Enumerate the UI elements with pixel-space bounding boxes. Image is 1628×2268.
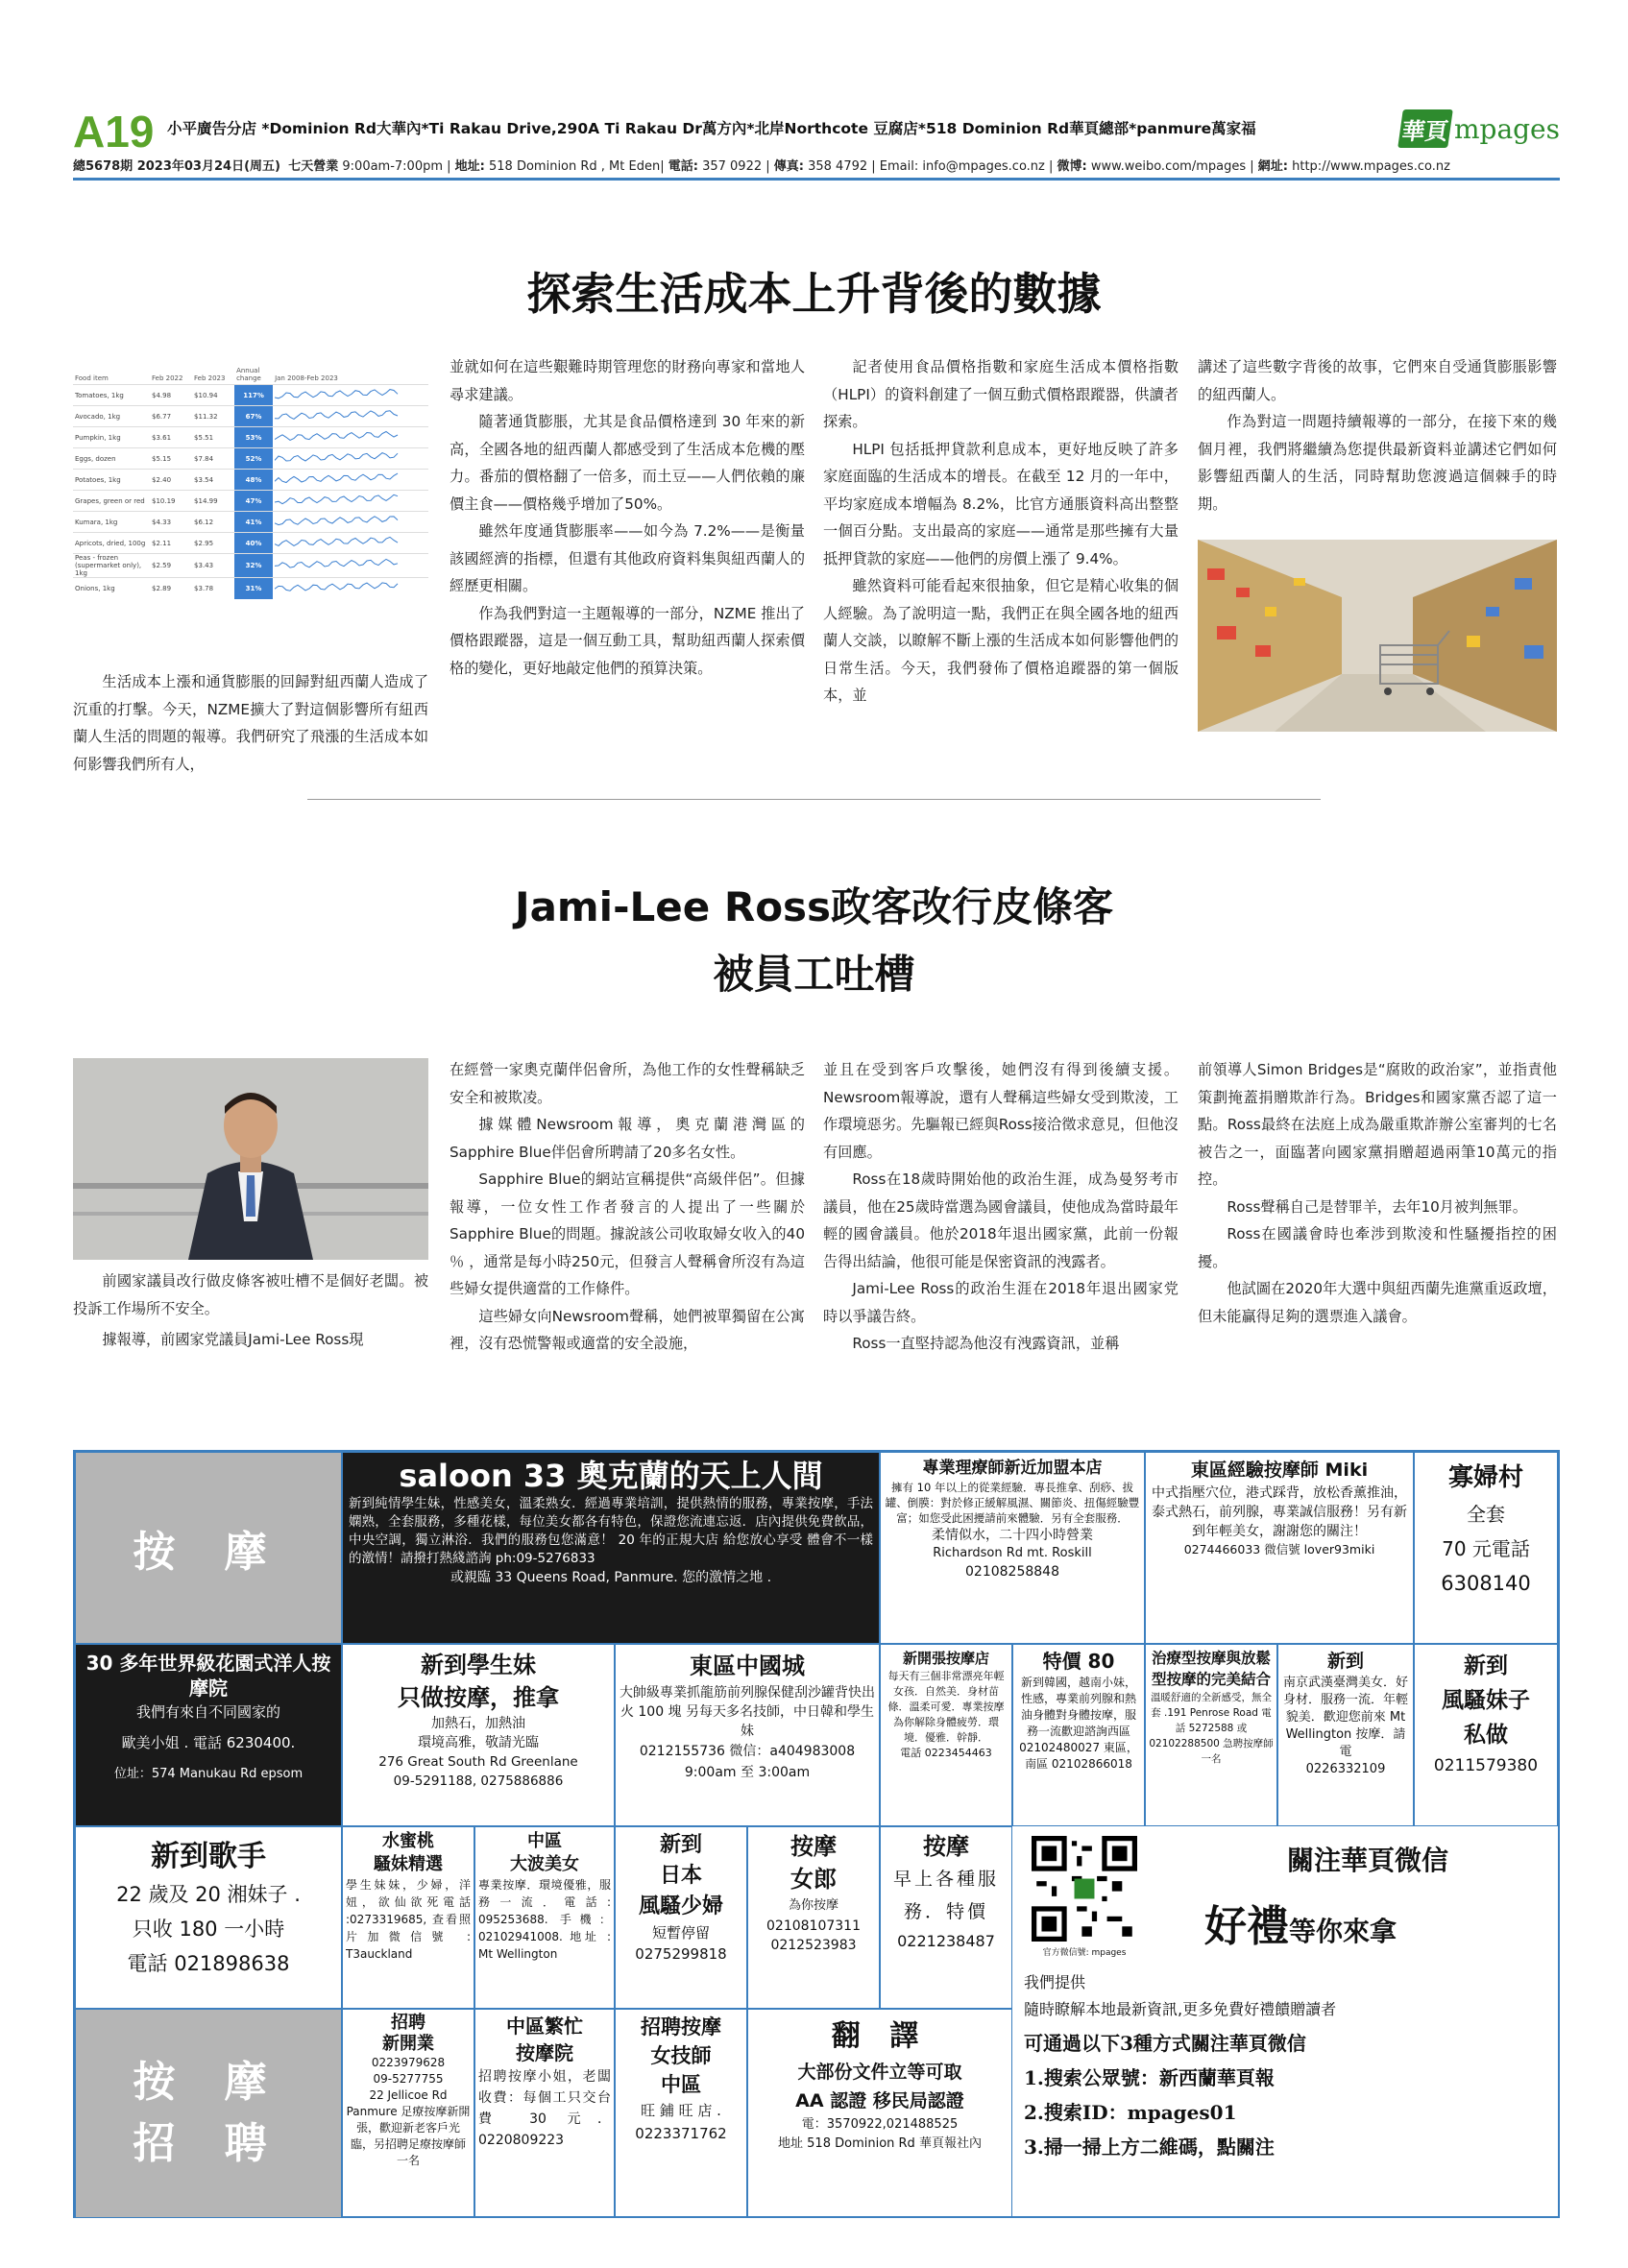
food-item-cell: Peas - frozen (supermarket only), 1kg bbox=[73, 554, 150, 578]
ad-body: 0223979628 09-5277755 22 Jellicoe Rd Panmure 足療按摩新開張，歡迎新老客戶光臨，另招聘足療按摩師一名 bbox=[346, 2056, 471, 2167]
feb2022-cell: $2.89 bbox=[150, 578, 192, 599]
ad-body: 旺 鋪 旺 店 . bbox=[641, 2102, 721, 2119]
ad-miki bbox=[1145, 1452, 1414, 1644]
section-label-text: 按 摩 招 聘 bbox=[133, 2058, 284, 2168]
paragraph: 雖然資料可能看起來很抽象，但它是精心收集的個人經驗。為了說明這一點，我們正在與全國各地的紐西蘭人交談，以瞭解不斷上漲的生活成本如何影響他們的日常生活。今天，我們發佈了價格追蹤器的第一個版本，並 bbox=[823, 577, 1178, 704]
ad-saloon33 bbox=[342, 1452, 880, 1644]
ad-phone: 電話 021898638 bbox=[127, 1952, 290, 1975]
ad-phone: 09-5291188, 0275886886 bbox=[393, 1773, 564, 1789]
ad-special80 bbox=[1012, 1644, 1145, 1826]
ad-address: 位址：574 Manukau Rd epsom bbox=[113, 1767, 304, 1781]
ad-line1: 全套 bbox=[1467, 1503, 1505, 1526]
ad-title: 按摩 bbox=[923, 1833, 969, 1860]
feb2023-cell: $3.78 bbox=[192, 578, 234, 599]
ad-hours: 9:00am 至 3:00am bbox=[684, 1765, 811, 1780]
photo-caption: 前國家議員改行做皮條客被吐槽不是個好老闆。被投訴工作場所不安全。 bbox=[73, 1272, 428, 1317]
article1-col4 bbox=[1198, 353, 1557, 518]
ad-line1: 22 歲及 20 湘妹子 . bbox=[116, 1883, 301, 1906]
paragraph: 講述了這些數字背後的故事，它們來自受通貨膨脹影響的紐西蘭人。 bbox=[1198, 358, 1557, 403]
th-trend: Jan 2008-Feb 2023 bbox=[275, 374, 338, 382]
ad-title: saloon 33 奧克蘭的天上人間 bbox=[399, 1458, 823, 1494]
feb2023-cell: $14.99 bbox=[192, 491, 234, 512]
ad-body: 新到韓國，越南小妹，性感，專業前列腺和熱油身體對身體按摩，服務一流歡迎諮詢西區 02102480027 東區，南區 02102866018 bbox=[1019, 1676, 1138, 1771]
phone-label: 電話: bbox=[668, 159, 698, 174]
ad-title: 新到 風騷妹子 私做 bbox=[1442, 1653, 1530, 1748]
change-cell: 48% bbox=[234, 470, 273, 491]
ad-therapy bbox=[1145, 1644, 1277, 1826]
website-link[interactable]: http://www.mpages.co.nz bbox=[1292, 159, 1450, 174]
trend-sparkline bbox=[273, 385, 428, 406]
paragraph: 據媒體Newsroom報導，奧克蘭港灣區的Sapphire Blue伴侶會所聘請了20多名女性。 bbox=[450, 1116, 805, 1161]
ad-body: 溫暖舒適的全新感受，無全套 .191 Penrose Road 電話 5272588 或 02102288500 急聘按摩師一名 bbox=[1149, 1692, 1274, 1765]
ad-morning bbox=[880, 1826, 1012, 2009]
trend-sparkline bbox=[273, 533, 428, 554]
jami-lee-ross-photo bbox=[73, 1058, 428, 1260]
ad-title: 中區 大波美女 bbox=[510, 1831, 579, 1874]
ad-phone: 0211579380 bbox=[1433, 1756, 1539, 1775]
change-cell: 40% bbox=[234, 533, 273, 554]
ad-new-shop bbox=[880, 1644, 1012, 1826]
paragraph: 據報導，前國家党議員Jami-Lee Ross現 bbox=[102, 1331, 364, 1348]
feb2022-cell: $2.59 bbox=[150, 554, 192, 578]
paragraph: Ross聲稱自己是替罪羊，去年10月被判無罪。 bbox=[1227, 1197, 1527, 1216]
paragraph: 記者使用食品價格指數和家庭生活成本價格指數（HLPI）的資料創建了一個互動式價格跟蹤器，供讀者探索。 bbox=[823, 358, 1178, 430]
paragraph: HLPI 包括抵押貸款利息成本，更好地反映了許多家庭面臨的生活成本的增長。在截至 12 月的一年中，平均家庭成本增幅為 8.2%，比官方通脹資料高出整整一個百分點。支出最高的家庭——通常是那些擁有大量抵押貸款的家庭——他們的房價上漲了 9.4%。 bbox=[823, 440, 1178, 567]
th-food: Food item bbox=[75, 374, 109, 382]
ad-title: 新到歌手 bbox=[151, 1840, 266, 1873]
feb2022-cell: $4.98 bbox=[150, 385, 192, 406]
feb2022-cell: $2.40 bbox=[150, 470, 192, 491]
issue-number: 總5678期 2023年03月24日(周五) bbox=[73, 159, 280, 174]
feb2023-cell: $3.43 bbox=[192, 554, 234, 578]
ad-phone: 6308140 bbox=[1441, 1572, 1531, 1595]
ad-title: 治療型按摩與放鬆型按摩的完美結合 bbox=[1151, 1650, 1271, 1688]
feb2022-cell: $6.77 bbox=[150, 406, 192, 427]
wechat-step1: 1.搜索公眾號：新西蘭華頁報 bbox=[1024, 2066, 1275, 2089]
ad-peach bbox=[342, 1826, 474, 2009]
ad-title: 中區繁忙 按摩院 bbox=[506, 2015, 583, 2064]
ad-physio bbox=[880, 1452, 1145, 1644]
change-cell: 67% bbox=[234, 406, 273, 427]
food-price-table bbox=[73, 365, 428, 653]
ad-phone: 電話 0223454463 bbox=[900, 1747, 992, 1759]
food-item-cell: Apricots, dried, 100g bbox=[73, 533, 150, 554]
change-cell: 117% bbox=[234, 385, 273, 406]
table-row bbox=[73, 512, 428, 533]
trend-sparkline bbox=[273, 448, 428, 470]
th-change: Annual change bbox=[236, 367, 261, 382]
ad-address: 276 Great South Rd Greenlane bbox=[378, 1754, 578, 1770]
ad-body: 南京武漢臺灣美女．好身材．服務一流．年輕貌美．歡迎您前來 Mt Wellington 按摩．請電 bbox=[1282, 1676, 1408, 1759]
classified-ads bbox=[73, 1450, 1560, 2218]
table-row bbox=[73, 385, 428, 406]
paragraph: 雖然年度通貨膨脹率——如今為 7.2%——是衡量該國經濟的指標，但還有其他政府資料集與紐西蘭人的經歷更相關。 bbox=[450, 522, 805, 594]
ad-japanese bbox=[615, 1826, 747, 2009]
ad-title: 招聘 新開業 bbox=[382, 2013, 434, 2054]
article2-title-line2: 被員工吐槽 bbox=[713, 951, 915, 998]
ad-title: 新到學生妹 只做按摩，推拿 bbox=[398, 1652, 559, 1711]
weibo-link[interactable]: www.weibo.com/mpages bbox=[1090, 159, 1247, 174]
table-row bbox=[73, 554, 428, 578]
feb2023-cell: $2.95 bbox=[192, 533, 234, 554]
ad-phone: 02108258848 bbox=[965, 1564, 1059, 1580]
feb2022-cell: $2.11 bbox=[150, 533, 192, 554]
food-item-cell: Kumara, 1kg bbox=[73, 512, 150, 533]
ad-title: 東區經驗按摩師 Miki bbox=[1190, 1460, 1369, 1481]
article2-title-line1: Jami-Lee Ross政客改行皮條客 bbox=[514, 883, 1114, 930]
portrait-image bbox=[73, 1058, 428, 1260]
food-item-cell: Pumpkin, 1kg bbox=[73, 427, 150, 448]
ad-body: 加熱石，加熱油 環境高雅，敬請光臨 bbox=[418, 1716, 539, 1750]
ad-central-beauty bbox=[474, 1826, 615, 2009]
ad-body: 專業按摩．環境優雅，服務一流．電話: 095253688. 手機：02102941008. 地址 : Mt Wellington bbox=[478, 1878, 611, 1961]
feb2023-cell: $10.94 bbox=[192, 385, 234, 406]
ad-phone: 0275299818 bbox=[635, 1945, 727, 1963]
feb2023-cell: $11.32 bbox=[192, 406, 234, 427]
ad-title: 翻 譯 bbox=[831, 2019, 929, 2053]
address: 518 Dominion Rd , Mt Eden| bbox=[489, 159, 665, 174]
feb2022-cell: $5.15 bbox=[150, 448, 192, 470]
ad-line2: 只收 180 一小時 bbox=[132, 1918, 285, 1941]
feb2023-cell: $5.51 bbox=[192, 427, 234, 448]
supermarket-photo bbox=[1198, 540, 1557, 732]
paragraph: 並就如何在這些艱難時期管理您的財務向專家和當地人尋求建議。 bbox=[450, 358, 805, 403]
ad-title: 東區中國城 bbox=[690, 1653, 805, 1679]
article1-title: 探索生活成本上升背後的數據 bbox=[526, 268, 1102, 320]
paragraph: 前領導人Simon Bridges是“腐敗的政治家”，並指責他策劃掩蓋捐贈欺詐行為。Bridges和國家黨否認了這一點。Ross最終在法庭上成為嚴重欺詐辦公室審判的七名被告之一，面臨著向國家黨捐贈超過兩筆10萬元的指控。 bbox=[1198, 1061, 1557, 1188]
article1-col1 bbox=[73, 668, 428, 778]
ad-title: 新開張按摩店 bbox=[902, 1650, 989, 1667]
page-header bbox=[73, 106, 1560, 178]
web-label: 網址: bbox=[1257, 159, 1288, 174]
ad-new-arrival bbox=[1277, 1644, 1414, 1826]
paragraph: Ross在國議會時也牽涉到欺淩和性騷擾指控的困擾。 bbox=[1198, 1225, 1557, 1270]
food-item-cell: Avocado, 1kg bbox=[73, 406, 150, 427]
ad-title: 新到 bbox=[1326, 1651, 1364, 1672]
wechat-provide: 我們提供 bbox=[1024, 1973, 1086, 1991]
food-item-cell: Tomatoes, 1kg bbox=[73, 385, 150, 406]
paragraph: Ross一直堅持認為他沒有洩露資訊，並稱 bbox=[852, 1335, 1120, 1352]
ad-body: 我們有來自不同國家的 bbox=[135, 1703, 280, 1721]
feb2022-cell: $4.33 bbox=[150, 512, 192, 533]
qr-label: 官方微信號: mpages bbox=[1042, 1948, 1127, 1958]
food-item-cell: Potatoes, 1kg bbox=[73, 470, 150, 491]
food-item-cell: Onions, 1kg bbox=[73, 578, 150, 599]
ad-phone: 0226332109 bbox=[1305, 1762, 1386, 1776]
ad-title: 寡婦村 bbox=[1447, 1463, 1523, 1492]
paragraph: 作為對這一問題持續報導的一部分，在接下來的幾個月裡，我們將繼續為您提供最新資料並講述它們如何影響紐西蘭人的生活，同時幫助您渡過這個棘手的時期。 bbox=[1198, 413, 1557, 513]
wechat-desc: 隨時瞭解本地最新資訊,更多免費好禮饋贈讀者 bbox=[1024, 2000, 1337, 2018]
article2-col3 bbox=[823, 1056, 1178, 1358]
supermarket-aisle-image bbox=[1198, 540, 1557, 732]
mpages-logo bbox=[1400, 108, 1560, 150]
paragraph: Jami-Lee Ross的政治生涯在2018年退出國家党時以爭議告終。 bbox=[823, 1280, 1178, 1325]
ad-title: 招聘按摩 女技師 中區 bbox=[641, 2015, 721, 2096]
ad-flirty bbox=[1414, 1644, 1558, 1826]
ad-body: 新到純情學生妹，性感美女，溫柔熟女．經過專業培訓，提供熱情的服務，專業按摩，手法嫻熟，全套服務，多種花樣，每位美女都各有特色，保證您流連忘返．店內提供免費飲品，中央空調，獨立淋浴．我們的服務包您滿意！ 20 年的正規大店 給您放心享受 體會不一樣的激情！請撥打熱綫諮詢 ph:09-5276833 bbox=[349, 1496, 873, 1566]
ad-recruit-central bbox=[474, 2009, 615, 2218]
issue-info-line: 總5678期 2023年03月24日(周五) 七天營業 9:00am-7:00pm | 地址: 518 Dominion Rd , Mt Eden| 電話: 357 0922 | 傳真: 358 4792 | Email: info@mpages.co.nz | 微博: www.weibo.com/mpages | 網址: http://www.mpages.co.nz bbox=[73, 159, 1450, 174]
ad-body: 短暫停留 bbox=[651, 1924, 710, 1942]
ad-line2: 70 元電話 bbox=[1442, 1537, 1530, 1560]
ad-title: 按摩 女郎 bbox=[790, 1833, 837, 1893]
ad-body: 每天有三個非常漂亮年輕女孩．自然美．身材苗條．溫柔可愛．專業按摩為你解除身體疲勞．環境．優雅．幹靜． bbox=[887, 1670, 1005, 1744]
paragraph: 隨著通貨膨脹，尤其是食品價格達到 30 年來的新高，全國各地的紐西蘭人都感受到了生活成本危機的壓力。番茄的價格翻了一倍多，而土豆——人們依賴的廉價主食——價格幾乎增加了50%。 bbox=[450, 413, 805, 513]
page-number: A19 bbox=[73, 107, 155, 157]
change-cell: 41% bbox=[234, 512, 273, 533]
food-item-cell: Eggs, dozen bbox=[73, 448, 150, 470]
fax-label: 傳真: bbox=[773, 159, 804, 174]
ad-phone: 0223371762 bbox=[635, 2125, 727, 2142]
paragraph: 並且在受到客戶攻擊後，她們沒有得到後續支援。Newsroom報導說，還有人聲稱這些婦女受到欺淩，工作環境惡劣。先驅報已經與Ross接洽徵求意見，但他沒有回應。 bbox=[823, 1061, 1178, 1161]
ad-body: 學生妹妹，少婦，洋妞，欲仙欲死電話 :0273319685, 查看照片加微信號 : T3auckland bbox=[346, 1878, 471, 1961]
article2-col4 bbox=[1198, 1056, 1557, 1330]
trend-sparkline bbox=[273, 554, 428, 578]
wechat-step2: 2.搜索ID：mpages01 bbox=[1024, 2101, 1237, 2124]
wechat-qr-code[interactable] bbox=[1032, 1836, 1137, 1942]
ad-body: 擁有 10 年以上的從業經驗．專長推拿、刮痧、拔罐、倒膜：對於修正緩解風濕、關節炎、扭傷經驗豐富；如您受此困擾請前來體驗．另有全套服務． bbox=[885, 1481, 1140, 1525]
fax: 358 4792 bbox=[808, 159, 868, 174]
ad-title: 專業理療師新近加盟本店 bbox=[922, 1459, 1103, 1478]
ad-singer bbox=[75, 1826, 342, 2009]
article2-col1 bbox=[73, 1267, 428, 1354]
email-link[interactable]: Email: info@mpages.co.nz bbox=[879, 159, 1045, 174]
article1-col2 bbox=[450, 353, 805, 682]
ad-body: 早上各種服務．特價 bbox=[892, 1869, 999, 1922]
branch-list: 小平廣告分店 *Dominion Rd大華內*Ti Rakau Drive,290A Ti Rakau Dr萬方內*北岸Northcote 豆腐店*518 Dominion Rd華頁總部*panmure萬家福 bbox=[167, 120, 1256, 137]
ad-title: 特價 80 bbox=[1042, 1650, 1115, 1673]
table-row bbox=[73, 533, 428, 554]
ad-body: 中式指壓穴位，港式踩背，放松香薰推油，泰式熱石，前列腺，專業誠信服務！另有新到年輕美女，謝謝您的關注！ bbox=[1152, 1485, 1407, 1539]
ad-body: 大部份文件立等可取 AA 認證 移民局認證 bbox=[795, 2062, 964, 2111]
change-cell: 47% bbox=[234, 491, 273, 512]
ad-title: 30 多年世界級花園式洋人按摩院 bbox=[85, 1652, 331, 1700]
ad-east-chinatown bbox=[615, 1644, 880, 1826]
hours-label: 七天營業 bbox=[288, 159, 339, 174]
ad-line: 柔情似水，二十四小時營業 bbox=[932, 1528, 1093, 1543]
ad-address: 地址 518 Dominion Rd 華頁報社內 bbox=[778, 2136, 982, 2151]
change-cell: 31% bbox=[234, 578, 273, 599]
paragraph: Ross在18歲時開始他的政治生涯，成為曼努考市議員，他在25歲時當選為國會議員，使他成為當時最年輕的國會議員。他於2018年退出國家黨，此前一份報告得出結論，他很可能是保密資訊的洩露者。 bbox=[823, 1170, 1178, 1270]
ad-phone: 0274466033 微信號 lover93miki bbox=[1183, 1542, 1375, 1556]
ad-title: 水蜜桃 騷妹精選 bbox=[374, 1831, 443, 1874]
phone: 357 0922 bbox=[702, 159, 763, 174]
ad-recruit-new bbox=[342, 2009, 474, 2218]
trend-sparkline bbox=[273, 427, 428, 448]
ad-phone: 電：3570922,021488525 bbox=[801, 2117, 959, 2132]
table-row bbox=[73, 406, 428, 427]
paragraph: 這些婦女向Newsroom聲稱，她們被單獨留在公寓裡，沒有恐慌警報或適當的安全設施， bbox=[450, 1307, 805, 1352]
ad-body: 招聘按摩小姐，老闆收費：每個工只交台費 30 元．0220809223 bbox=[478, 2069, 611, 2148]
trend-sparkline bbox=[273, 470, 428, 491]
ad-widow-village bbox=[1414, 1452, 1558, 1644]
feb2022-cell: $3.61 bbox=[150, 427, 192, 448]
header-rule bbox=[73, 178, 1560, 181]
article-separator bbox=[307, 799, 1321, 800]
change-cell: 52% bbox=[234, 448, 273, 470]
ad-phone: 02108107311 0212523983 bbox=[766, 1918, 861, 1953]
trend-sparkline bbox=[273, 578, 428, 599]
wechat-how: 可通過以下3種方式關注華頁微信 bbox=[1024, 2032, 1306, 2055]
ad-line: 歐美小姐 . 電話 6230400. bbox=[121, 1734, 296, 1751]
feb2022-cell: $10.19 bbox=[150, 491, 192, 512]
table-row bbox=[73, 578, 428, 599]
hours: 9:00am-7:00pm bbox=[342, 159, 444, 174]
paragraph: 生活成本上漲和通貨膨脹的回歸對紐西蘭人造成了沉重的打擊。今天，NZME擴大了對這個影響所有紐西蘭人生活的問題的報導。我們研究了飛漲的生活成本如何影響我們所有人， bbox=[73, 673, 428, 773]
section-label-massage bbox=[75, 1452, 342, 1644]
change-cell: 32% bbox=[234, 554, 273, 578]
feb2023-cell: $6.12 bbox=[192, 512, 234, 533]
ad-body: 大帥級專業抓龍筋前列腺保健刮沙罐背快出火 100 塊 另每天多名技師，中日韓和學生妹 bbox=[620, 1685, 875, 1739]
food-item-cell: Grapes, green or red bbox=[73, 491, 150, 512]
ad-title: 新到 日本 風騷少婦 bbox=[638, 1833, 723, 1918]
paragraph: 作為我們對這一主題報導的一部分，NZME 推出了價格跟蹤器，這是一個互動工具，幫助紐西蘭人探索價格的變化，更好地敲定他們的預算決策。 bbox=[450, 604, 805, 677]
wechat-step3: 3.掃一掃上方二維碼，點關注 bbox=[1024, 2135, 1275, 2159]
ad-garden-massage bbox=[75, 1644, 342, 1826]
article1-col3 bbox=[823, 353, 1178, 710]
ad-address: Richardson Rd mt. Roskill bbox=[933, 1546, 1092, 1560]
paragraph: Sapphire Blue的網站宣稱提供“高級伴侶”。但據報導，一位女性工作者發言的人提出了一些關於Sapphire Blue的問題。據說該公司收取婦女收入的40 ％ ，通常是每小時250元，但發言人聲稱會所沒有為這些婦女提供適當的工作條件。 bbox=[450, 1170, 805, 1297]
ad-phone: 0212155736 微信：a404983008 bbox=[639, 1744, 856, 1759]
ad-body: 為你按摩 bbox=[788, 1898, 838, 1913]
paragraph: 他試圖在2020年大選中與紐西蘭先進黨重返政壇，但未能贏得足夠的選票進入議會。 bbox=[1198, 1280, 1557, 1325]
address-label: 地址: bbox=[454, 159, 485, 174]
ad-translation bbox=[747, 2009, 1012, 2218]
wechat-gift-tail: 等你來拿 bbox=[1289, 1916, 1397, 1947]
weibo-label: 微博: bbox=[1057, 159, 1087, 174]
ad-recruit-female bbox=[615, 2009, 747, 2218]
ad-address: 或親臨 33 Queens Road, Panmure. 您的激情之地 . bbox=[450, 1570, 772, 1585]
logo-text: mpages bbox=[1453, 112, 1560, 145]
table-row bbox=[73, 491, 428, 512]
table-row bbox=[73, 448, 428, 470]
paragraph: 在經營一家奧克蘭伴侶會所，為他工作的女性聲稱缺乏安全和被欺凌。 bbox=[450, 1061, 805, 1106]
ad-maid bbox=[747, 1826, 880, 2009]
ad-wechat bbox=[1012, 1826, 1558, 2218]
section-label-text: 按 摩 bbox=[133, 1528, 284, 1577]
table-row bbox=[73, 427, 428, 448]
change-cell: 53% bbox=[234, 427, 273, 448]
table-row bbox=[73, 470, 428, 491]
ad-phone: 0221238487 bbox=[897, 1932, 995, 1950]
feb2023-cell: $3.54 bbox=[192, 470, 234, 491]
trend-sparkline bbox=[273, 406, 428, 427]
article2-col2 bbox=[450, 1056, 805, 1358]
th-feb2022: Feb 2022 bbox=[152, 374, 183, 382]
section-label-recruit bbox=[75, 2009, 342, 2218]
trend-sparkline bbox=[273, 491, 428, 512]
feb2023-cell: $7.84 bbox=[192, 448, 234, 470]
wechat-gift: 好禮 bbox=[1204, 1902, 1289, 1951]
th-feb2023: Feb 2023 bbox=[194, 374, 226, 382]
logo-mark: 華頁 bbox=[1397, 109, 1453, 148]
ad-student bbox=[342, 1644, 615, 1826]
trend-sparkline bbox=[273, 512, 428, 533]
wechat-title: 關注華頁微信 bbox=[1286, 1845, 1448, 1876]
qr-icon bbox=[1032, 1836, 1137, 1942]
